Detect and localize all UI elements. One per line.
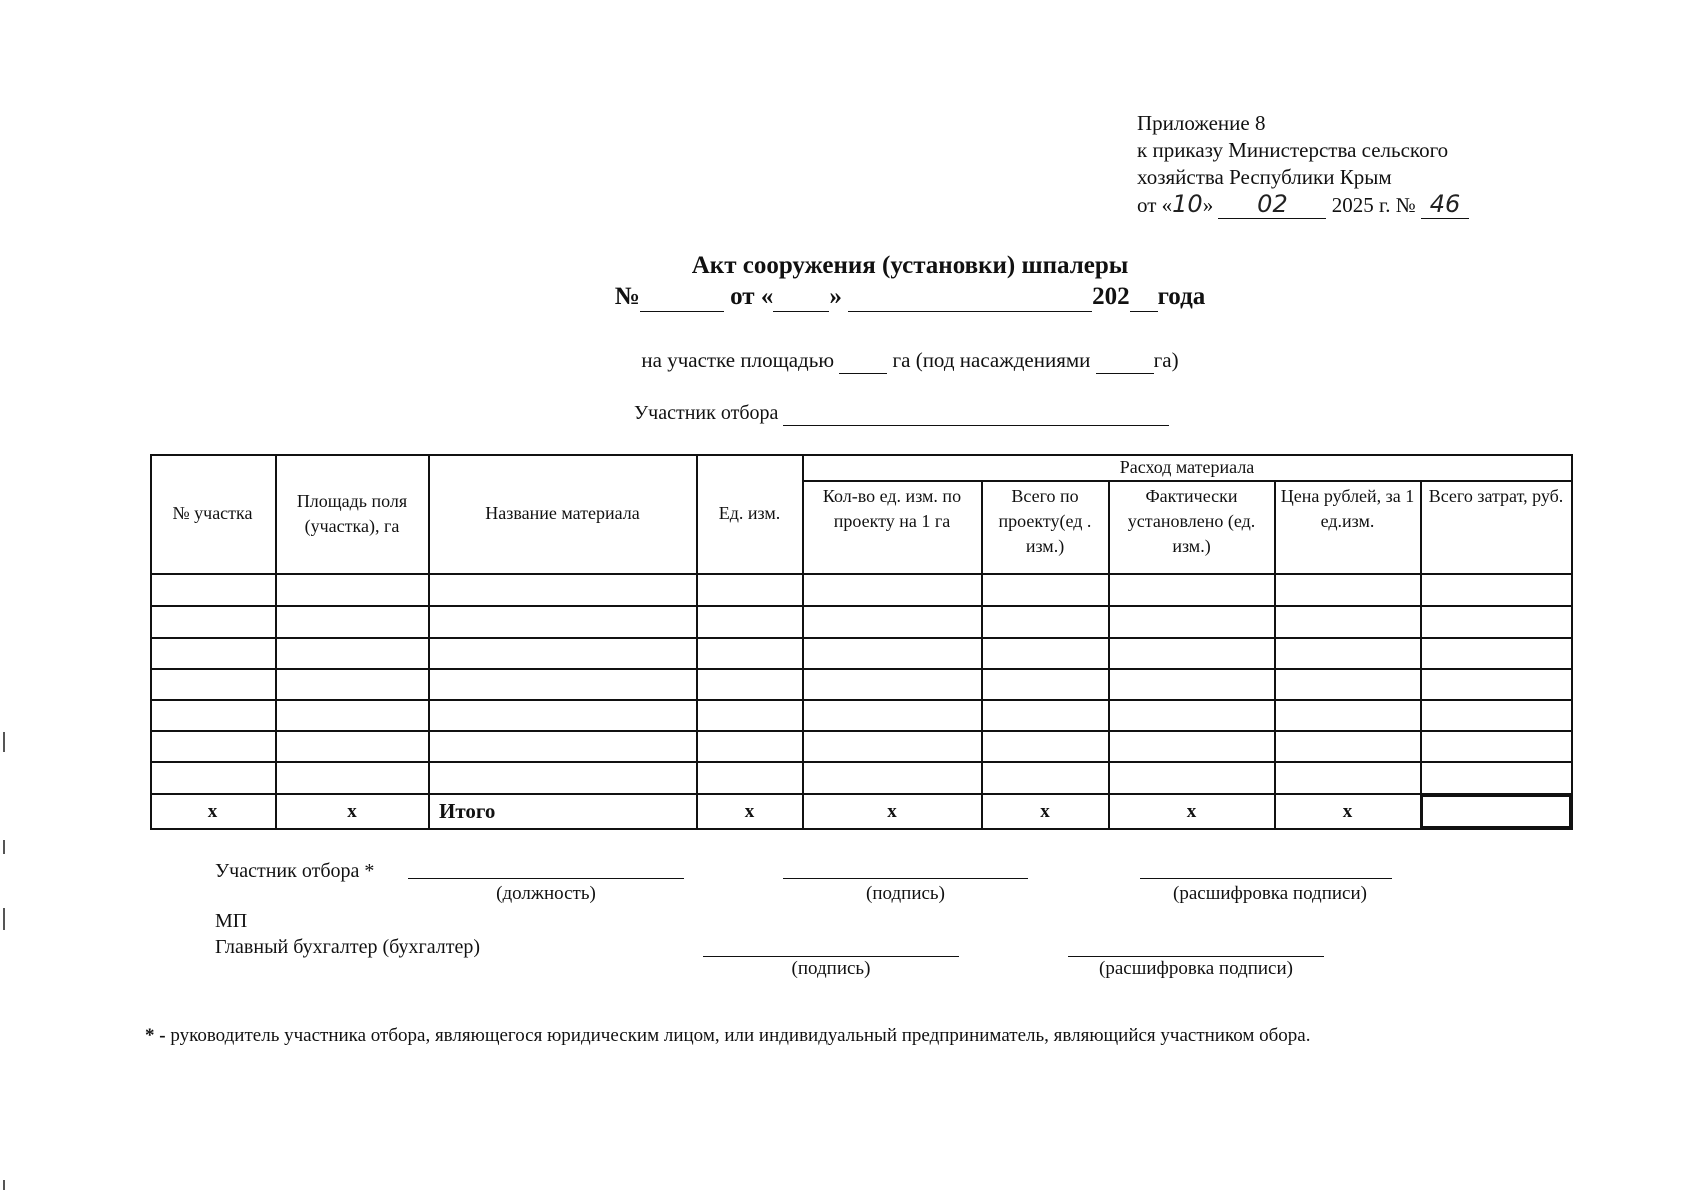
scan-artifact bbox=[3, 1180, 5, 1190]
area-label: на участке площадью bbox=[641, 348, 835, 372]
signature-caption: (подпись) bbox=[866, 883, 945, 904]
participant-line bbox=[634, 402, 1169, 426]
total-label: Итого bbox=[439, 799, 496, 823]
handwritten-month: 02 bbox=[1218, 191, 1326, 219]
header-actual: Фактически установлено (ед. изм.) bbox=[1127, 486, 1256, 556]
year-suffix: года bbox=[1157, 283, 1206, 310]
header-area: Площадь поля (участка), га bbox=[296, 490, 408, 536]
document-number-line bbox=[0, 283, 1703, 312]
participant-blank[interactable] bbox=[783, 402, 1169, 426]
scan-artifact bbox=[3, 732, 5, 752]
appendix-date-line bbox=[1137, 191, 1469, 219]
footnote-marker: * - bbox=[145, 1025, 166, 1046]
signature-line[interactable] bbox=[783, 878, 1028, 879]
accountant-label: Главный бухгалтер (бухгалтер) bbox=[215, 936, 481, 958]
appendix-title: Приложение 8 bbox=[1137, 111, 1266, 135]
table-row[interactable] bbox=[150, 762, 1571, 792]
handwritten-order-number: 46 bbox=[1421, 191, 1469, 219]
materials-table bbox=[150, 453, 1573, 830]
header-unit: Ед. изм. bbox=[718, 503, 781, 523]
day-blank[interactable] bbox=[773, 283, 829, 312]
total-cell-unit: х bbox=[744, 801, 755, 822]
position-line[interactable] bbox=[408, 878, 684, 879]
decode-line[interactable] bbox=[1140, 878, 1392, 879]
header-material: Название материала bbox=[485, 503, 640, 523]
total-cost-cell[interactable] bbox=[1421, 795, 1571, 828]
total-cell-actual: х bbox=[1186, 801, 1197, 822]
planted-area-blank[interactable] bbox=[1096, 348, 1154, 374]
total-cell-qty: х bbox=[887, 801, 897, 822]
document-title: Акт сооружения (установки) шпалеры bbox=[691, 252, 1129, 279]
footnote bbox=[145, 1025, 1311, 1047]
number-blank[interactable] bbox=[640, 283, 724, 312]
month-blank[interactable] bbox=[848, 283, 1092, 312]
year-blank[interactable] bbox=[1130, 283, 1158, 312]
year-prefix: 202 bbox=[1092, 283, 1130, 310]
number-prefix: № bbox=[614, 283, 640, 310]
col-line bbox=[1571, 454, 1573, 830]
header-total-project: Всего по проекту(ед . изм.) bbox=[998, 486, 1092, 556]
table-row[interactable] bbox=[150, 638, 1571, 668]
table-row[interactable] bbox=[150, 700, 1571, 730]
participant-label: Участник отбора bbox=[634, 402, 779, 424]
scan-artifact bbox=[3, 840, 5, 854]
total-cell-price: х bbox=[1342, 801, 1353, 822]
handwritten-day: 10 bbox=[1172, 190, 1203, 218]
date-year-text: 2025 г. № bbox=[1331, 193, 1416, 217]
total-cell-project: х bbox=[1040, 801, 1050, 822]
stamp-placeholder: МП bbox=[215, 910, 248, 932]
appendix-ministry-line: хозяйства Республики Крым bbox=[1137, 165, 1392, 189]
footnote-text: руководитель участника отбора, являющегося юридическим лицом, или индивидуальный предприниматель, являющийся участником обора. bbox=[170, 1025, 1311, 1046]
date-close-quote: » bbox=[1202, 193, 1214, 217]
total-cell-plot: х bbox=[207, 801, 218, 822]
from-label: от « bbox=[730, 283, 774, 310]
accountant-decode-caption: (расшифровка подписи) bbox=[1099, 958, 1293, 979]
table-row[interactable] bbox=[150, 669, 1571, 699]
ha-close: га) bbox=[1153, 348, 1179, 372]
table-bottom-border bbox=[150, 828, 1573, 830]
table-row[interactable] bbox=[150, 731, 1571, 761]
appendix-block bbox=[1137, 110, 1469, 219]
table-row[interactable] bbox=[150, 606, 1571, 636]
header-price: Цена рублей, за 1 ед.изм. bbox=[1280, 486, 1415, 531]
close-quote: » bbox=[829, 283, 842, 310]
position-caption: (должность) bbox=[496, 883, 596, 904]
planted-label: га (под насаждениями bbox=[892, 348, 1091, 372]
header-total-cost: Всего затрат, руб. bbox=[1428, 486, 1564, 506]
area-blank[interactable] bbox=[839, 348, 887, 374]
date-prefix: от « bbox=[1137, 193, 1173, 217]
header-qty-per-ha: Кол-во ед. изм. по проекту на 1 га bbox=[822, 486, 962, 531]
total-cell-area: х bbox=[347, 801, 357, 822]
header-plot-no: № участка bbox=[172, 503, 253, 523]
table-row[interactable] bbox=[150, 574, 1571, 604]
participant-signature-label: Участник отбора * bbox=[215, 860, 375, 882]
area-line bbox=[0, 348, 1703, 374]
accountant-signature-caption: (подпись) bbox=[791, 958, 871, 979]
appendix-order-line: к приказу Министерства сельского bbox=[1137, 138, 1449, 162]
accountant-decode-line[interactable] bbox=[1068, 956, 1324, 957]
scan-artifact bbox=[3, 908, 5, 930]
decode-caption: (расшифровка подписи) bbox=[1173, 883, 1367, 904]
header-consumption-group: Расход материала bbox=[1119, 456, 1255, 477]
accountant-signature-line[interactable] bbox=[703, 956, 959, 957]
